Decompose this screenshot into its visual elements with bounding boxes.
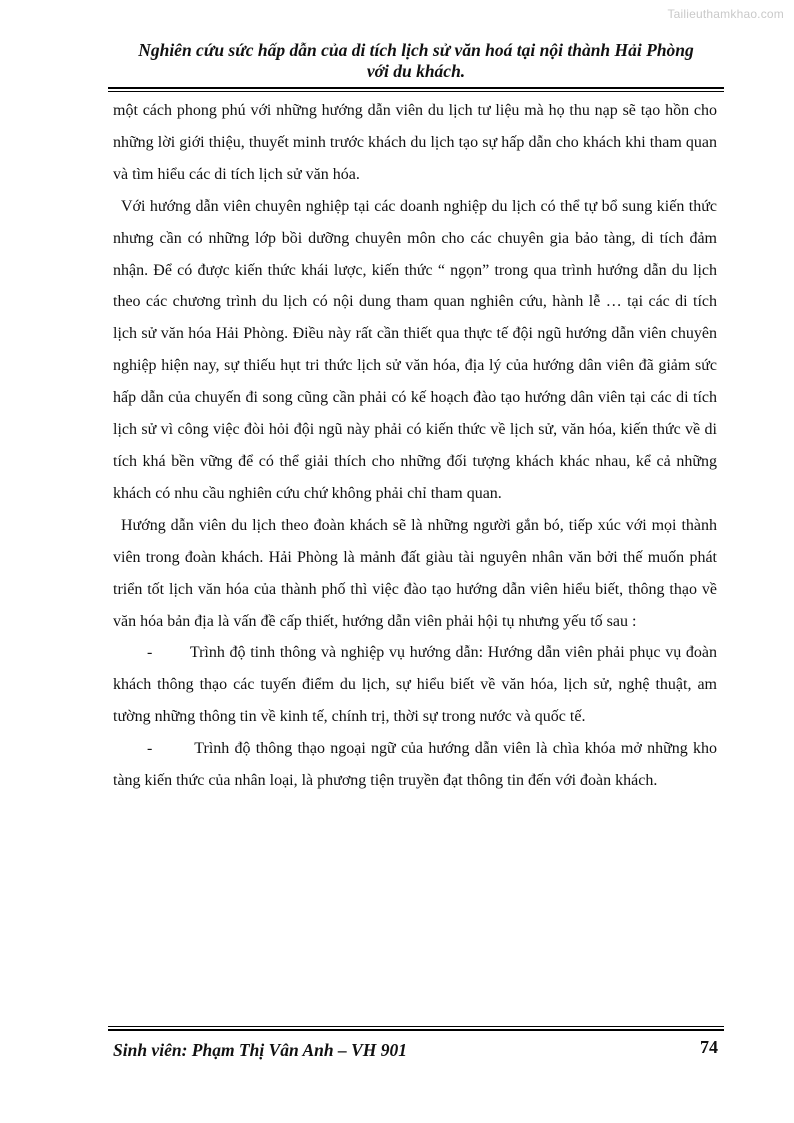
page-body bbox=[113, 95, 717, 797]
page-header bbox=[108, 40, 724, 82]
paragraph: Hướng dẫn viên du lịch theo đoàn khách sẽ là những người gắn bó, tiếp xúc với mọi thành viên trong đoàn khách. Hải Phòng là mảnh đất giàu tài nguyên nhân văn bởi thế muốn phát triển tốt lịch văn hóa của thành phố thì việc đào tạo hướng dẫn viên hiểu biết, thông thạo về văn hóa bản địa là vấn đề cấp thiết, hướng dẫn viên phải hội tụ nhưng yếu tố sau : bbox=[113, 516, 717, 630]
header-title-line2: với du khách. bbox=[366, 61, 466, 81]
list-item: - Trình độ thông thạo ngoại ngữ của hướng dẫn viên là chìa khóa mở những kho tàng kiến thức của nhân loại, là phương tiện truyền đạt thông tin đến với đoàn khách. bbox=[113, 740, 717, 790]
footer-author: Sinh viên: Phạm Thị Vân Anh – VH 901 bbox=[113, 1040, 408, 1060]
paragraph: một cách phong phú với những hướng dẫn viên du lịch tư liệu mà họ thu nạp sẽ tạo hồn cho những lời giới thiệu, thuyết minh trước khách du lịch tạo sự hấp dẫn cho khách khi tham quan và tìm hiểu các di tích lịch sử văn hóa. bbox=[113, 102, 717, 183]
footer-divider-thin bbox=[108, 1026, 724, 1027]
paragraph: Với hướng dẫn viên chuyên nghiệp tại các doanh nghiệp du lịch có thể tự bổ sung kiến thức nhưng cần có những lớp bồi dưỡng chuyên môn cho các chuyên gia bảo tàng, di tích đảm nhận. Để có được kiến thức khái lược, kiến thức “ ngọn” trong qua trình hướng dẫn du lịch theo các chương trình du lịch có nội dung tham quan nghiên cứu, hành lễ … tại các di tích lịch sử văn hóa Hải Phòng. Điều này rất cần thiết qua thực tế đội ngũ hướng dẫn viên chuyên nghiệp hiện nay, sự thiếu hụt tri thức lịch sử văn hóa, địa lý của hướng dân viên đã giảm sức hấp dẫn của chuyến đi song cũng cần phải có kế hoạch đào tạo hướng dân viên tại các di tích lịch sử vì công việc đòi hỏi đội ngũ này phải có kiến thức về lịch sử, văn hóa, kiến thức về di tích khá bền vững để có thể giải thích cho những đối tượng khách khác nhau, kể cả những khách có nhu cầu nghiên cứu chứ không phải chỉ tham quan. bbox=[113, 197, 717, 502]
header-divider bbox=[108, 87, 724, 89]
page-number: 74 bbox=[700, 1037, 718, 1057]
header-divider-thin bbox=[108, 91, 724, 92]
header-title-line1: Nghiên cứu sức hấp dẫn của di tích lịch sử văn hoá tại nội thành Hải Phòng bbox=[138, 40, 694, 60]
list-item: - Trình độ tinh thông và nghiệp vụ hướng dẫn: Hướng dẫn viên phải phục vụ đoàn khách thông thạo các tuyến điểm du lịch, sự hiểu biết về văn hóa, lịch sử, nghệ thuật, am tường những thông tin về kinh tế, chính trị, thời sự trong nước và quốc tế. bbox=[113, 644, 717, 726]
footer-divider bbox=[108, 1029, 724, 1031]
watermark: Tailieuthamkhao.com bbox=[667, 7, 784, 21]
